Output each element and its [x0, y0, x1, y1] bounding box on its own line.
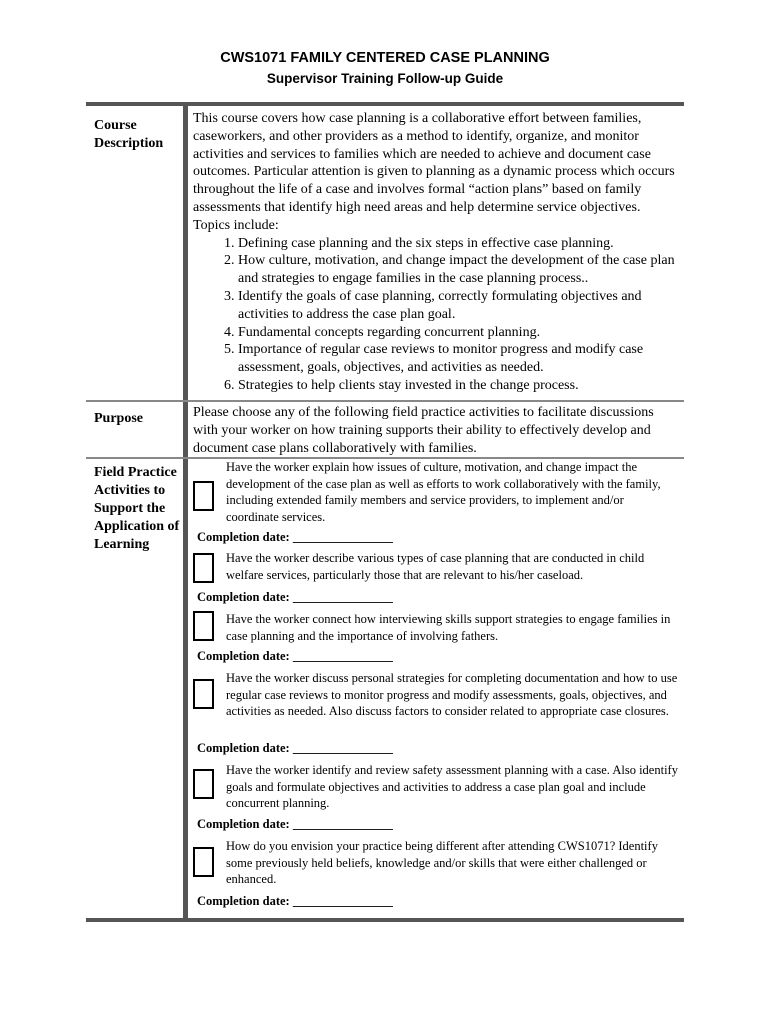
topic-item: 3. Identify the goals of case planning, correctly formulating objectives and activities to address the case plan goal.	[238, 288, 678, 324]
table-bottom-border	[86, 918, 684, 922]
completion-date-field[interactable]: Completion date: ________________	[197, 894, 393, 908]
column-divider	[183, 102, 188, 920]
activity-checkbox[interactable]	[193, 769, 214, 799]
activity-text: Have the worker identify and review safety assessment planning with a case. Also identify goals and formulate objectives and activities to address a case plan goal and include concurrent planning.	[226, 763, 678, 810]
activity-checkbox[interactable]	[193, 553, 214, 583]
course-intro: This course covers how case planning is a collaborative effort between families, caseworkers, and other providers as a method to identify, organize, and monitor activities and services to families which are needed to achieve and document case outcomes. Particular attention is given to planning as a dynamic process which occurs throughout the life of a case and involves formal “action plans” based on family assessments that identify high need areas and help determine service objectives. Topics include:	[193, 111, 675, 233]
topic-item: 6. Strategies to help clients stay invested in the change process.	[238, 377, 678, 395]
topic-item: 1. Defining case planning and the six steps in effective case planning.	[238, 235, 678, 253]
topics-list	[193, 235, 678, 395]
course-description	[193, 110, 678, 395]
completion-date-field[interactable]: Completion date: ________________	[197, 590, 393, 604]
document-subtitle: Supervisor Training Follow-up Guide	[266, 71, 504, 86]
purpose-label: Purpose	[94, 411, 143, 426]
completion-date-field[interactable]: Completion date: ________________	[197, 649, 393, 663]
row-divider	[86, 400, 684, 402]
activity-checkbox[interactable]	[193, 679, 214, 709]
activity-text: Have the worker connect how interviewing skills support strategies to engage families in case planning and the importance of involving fathers.	[226, 612, 671, 643]
activity-checkbox[interactable]	[193, 611, 214, 641]
activity-checkbox[interactable]	[193, 847, 214, 877]
topic-item: 5. Importance of regular case reviews to monitor progress and modify case assessment, goals, objectives, and activities as needed.	[238, 341, 678, 377]
field-practice-label: Field Practice Activities to Support the Application of Learning	[94, 465, 180, 552]
activity-text: Have the worker discuss personal strategies for completing documentation and how to use regular case reviews to monitor progress and modify assessments, goals, objectives, and activities as needed. Also discuss factors to consider related to appropriate case closures.	[226, 671, 678, 718]
topic-item: 2. How culture, motivation, and change impact the development of the case plan and strategies to engage families in the case planning process..	[238, 252, 678, 288]
course-description-label: Course Description	[94, 118, 164, 151]
document-title: CWS1071 FAMILY CENTERED CASE PLANNING	[220, 50, 550, 66]
purpose-text: Please choose any of the following field practice activities to facilitate discussions with your worker on how training supports their ability to effectively develop and document case plans collaboratively with families.	[193, 405, 654, 456]
completion-date-field[interactable]: Completion date: ________________	[197, 530, 393, 544]
topic-item: 4. Fundamental concepts regarding concurrent planning.	[238, 324, 678, 342]
activity-text: Have the worker explain how issues of culture, motivation, and change impact the development of the case plan as well as efforts to work collaboratively with the family, including extended family members and service providers, to implement and/or coordinate services.	[226, 460, 661, 524]
completion-date-field[interactable]: Completion date: ________________	[197, 817, 393, 831]
completion-date-field[interactable]: Completion date: ________________	[197, 741, 393, 755]
activity-checkbox[interactable]	[193, 481, 214, 511]
activity-text: Have the worker describe various types of case planning that are conducted in child welfare services, particularly those that are relevant to his/her caseload.	[226, 551, 645, 582]
table-top-border	[86, 102, 684, 106]
activity-text: How do you envision your practice being different after attending CWS1071? Identify some previously held beliefs, knowledge and/or skills that were either challenged or enhanced.	[226, 839, 658, 886]
